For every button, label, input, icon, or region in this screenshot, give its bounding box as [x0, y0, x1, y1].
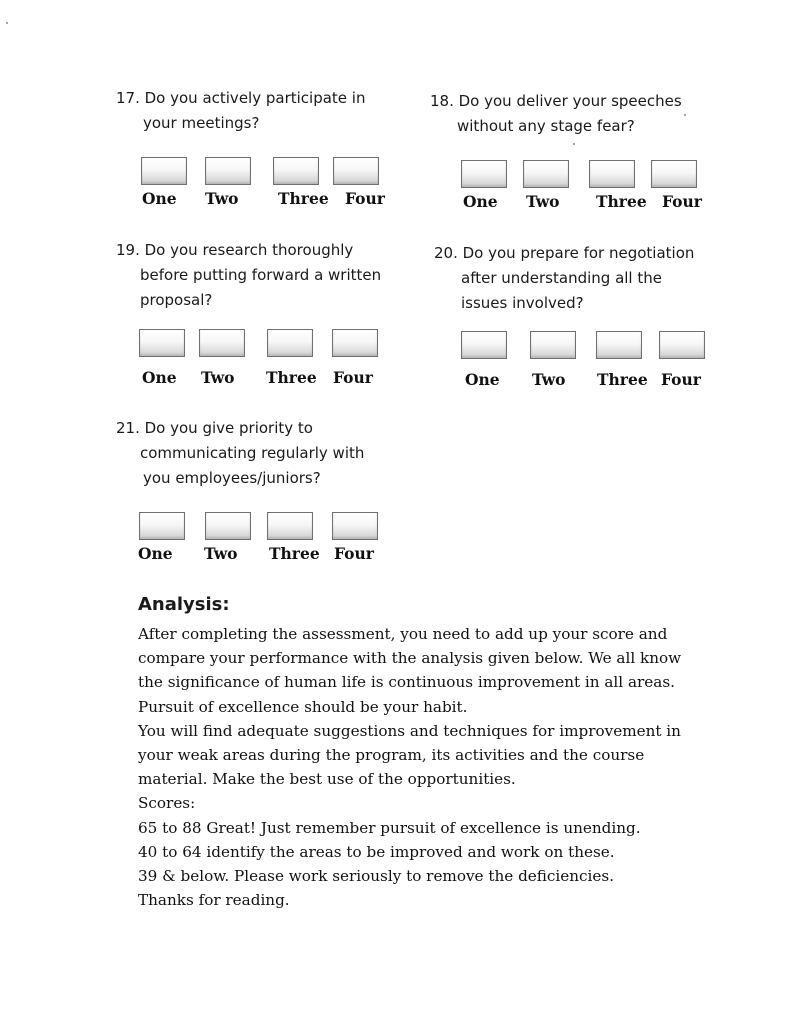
q18-option-four-label: Four — [662, 192, 702, 211]
q17-option-four-checkbox[interactable] — [333, 157, 379, 185]
question-21-text-line-3: you employees/juniors? — [143, 469, 321, 487]
question-21-text: 21. Do you give priority to — [116, 419, 313, 437]
q21-option-four-label: Four — [334, 544, 374, 563]
q20-option-four-label: Four — [661, 370, 701, 389]
q19-option-one-checkbox[interactable] — [139, 329, 185, 357]
q18-option-one-checkbox[interactable] — [461, 160, 507, 188]
analysis-score-range: 40 to 64 identify the areas to be improved and work on these. — [138, 842, 615, 861]
q20-option-three-label: Three — [597, 370, 648, 389]
q19-option-four-checkbox[interactable] — [332, 329, 378, 357]
q17-option-two-checkbox[interactable] — [205, 157, 251, 185]
q20-option-one-label: One — [465, 370, 500, 389]
q20-option-three-checkbox[interactable] — [596, 331, 642, 359]
question-17-text-line-2: your meetings? — [143, 114, 260, 132]
q18-option-four-checkbox[interactable] — [651, 160, 697, 188]
q21-option-three-checkbox[interactable] — [267, 512, 313, 540]
q17-option-one-label: One — [142, 189, 177, 208]
question-20-text-line-2: after understanding all the — [461, 269, 662, 287]
q19-option-two-label: Two — [201, 368, 235, 387]
question-19-text-line-2: before putting forward a written — [140, 266, 382, 284]
question-18-text-line-2: without any stage fear? — [457, 117, 635, 135]
analysis-line: material. Make the best use of the opportunities. — [138, 770, 516, 789]
q20-option-two-checkbox[interactable] — [530, 331, 576, 359]
analysis-line: compare your performance with the analysis given below. We all know — [138, 649, 682, 668]
analysis-line: After completing the assessment, you need to add up your score and — [138, 625, 668, 643]
q17-option-two-label: Two — [205, 189, 239, 208]
analysis-text — [138, 622, 681, 912]
analysis-line: Pursuit of excellence should be your habit. — [138, 697, 468, 716]
question-21-text-line-2: communicating regularly with — [140, 444, 365, 462]
q20-option-one-checkbox[interactable] — [461, 331, 507, 359]
q18-option-two-label: Two — [526, 192, 560, 211]
question-19-text: 19. Do you research thoroughly — [116, 241, 354, 259]
q19-option-one-label: One — [142, 368, 177, 387]
analysis-score-range: 39 & below. Please work seriously to remove the deficiencies. — [138, 867, 615, 886]
q19-option-four-label: Four — [333, 368, 373, 387]
question-20-text-line-3: issues involved? — [461, 294, 584, 312]
analysis-scores-label: Scores: — [138, 794, 196, 813]
analysis-line: your weak areas during the program, its activities and the course — [138, 746, 645, 765]
q21-option-three-label: Three — [269, 544, 320, 563]
q17-option-three-checkbox[interactable] — [273, 157, 319, 185]
analysis-line: the significance of human life is continuous improvement in all areas. — [138, 673, 675, 692]
q18-option-three-checkbox[interactable] — [589, 160, 635, 188]
q18-option-two-checkbox[interactable] — [523, 160, 569, 188]
q19-option-two-checkbox[interactable] — [199, 329, 245, 357]
q21-option-one-label: One — [138, 544, 173, 563]
analysis-heading: Analysis: — [138, 594, 230, 615]
q18-option-one-label: One — [463, 192, 498, 211]
q21-option-two-label: Two — [204, 544, 238, 563]
q18-option-three-label: Three — [596, 192, 647, 211]
question-20 — [434, 241, 694, 316]
scan-speck — [684, 114, 686, 116]
question-19 — [116, 238, 381, 313]
scan-speck — [6, 22, 8, 24]
q17-option-three-label: Three — [278, 189, 329, 208]
analysis-line: You will find adequate suggestions and techniques for improvement in — [138, 721, 681, 740]
question-17-text: 17. Do you actively participate in — [116, 89, 366, 107]
question-19-text-line-3: proposal? — [140, 291, 213, 309]
question-20-text: 20. Do you prepare for negotiation — [434, 244, 695, 262]
q17-option-one-checkbox[interactable] — [141, 157, 187, 185]
q21-option-two-checkbox[interactable] — [205, 512, 251, 540]
question-21 — [116, 416, 364, 491]
question-17 — [116, 86, 365, 136]
q20-option-two-label: Two — [532, 370, 566, 389]
analysis-score-range: 65 to 88 Great! Just remember pursuit of excellence is unending. — [138, 818, 641, 837]
question-18-text: 18. Do you deliver your speeches — [430, 92, 682, 110]
analysis-closing: Thanks for reading. — [138, 891, 290, 910]
q19-option-three-label: Three — [266, 368, 317, 387]
q21-option-one-checkbox[interactable] — [139, 512, 185, 540]
question-18 — [430, 89, 682, 139]
scan-speck — [573, 143, 575, 145]
q17-option-four-label: Four — [345, 189, 385, 208]
q20-option-four-checkbox[interactable] — [659, 331, 705, 359]
q21-option-four-checkbox[interactable] — [332, 512, 378, 540]
q19-option-three-checkbox[interactable] — [267, 329, 313, 357]
